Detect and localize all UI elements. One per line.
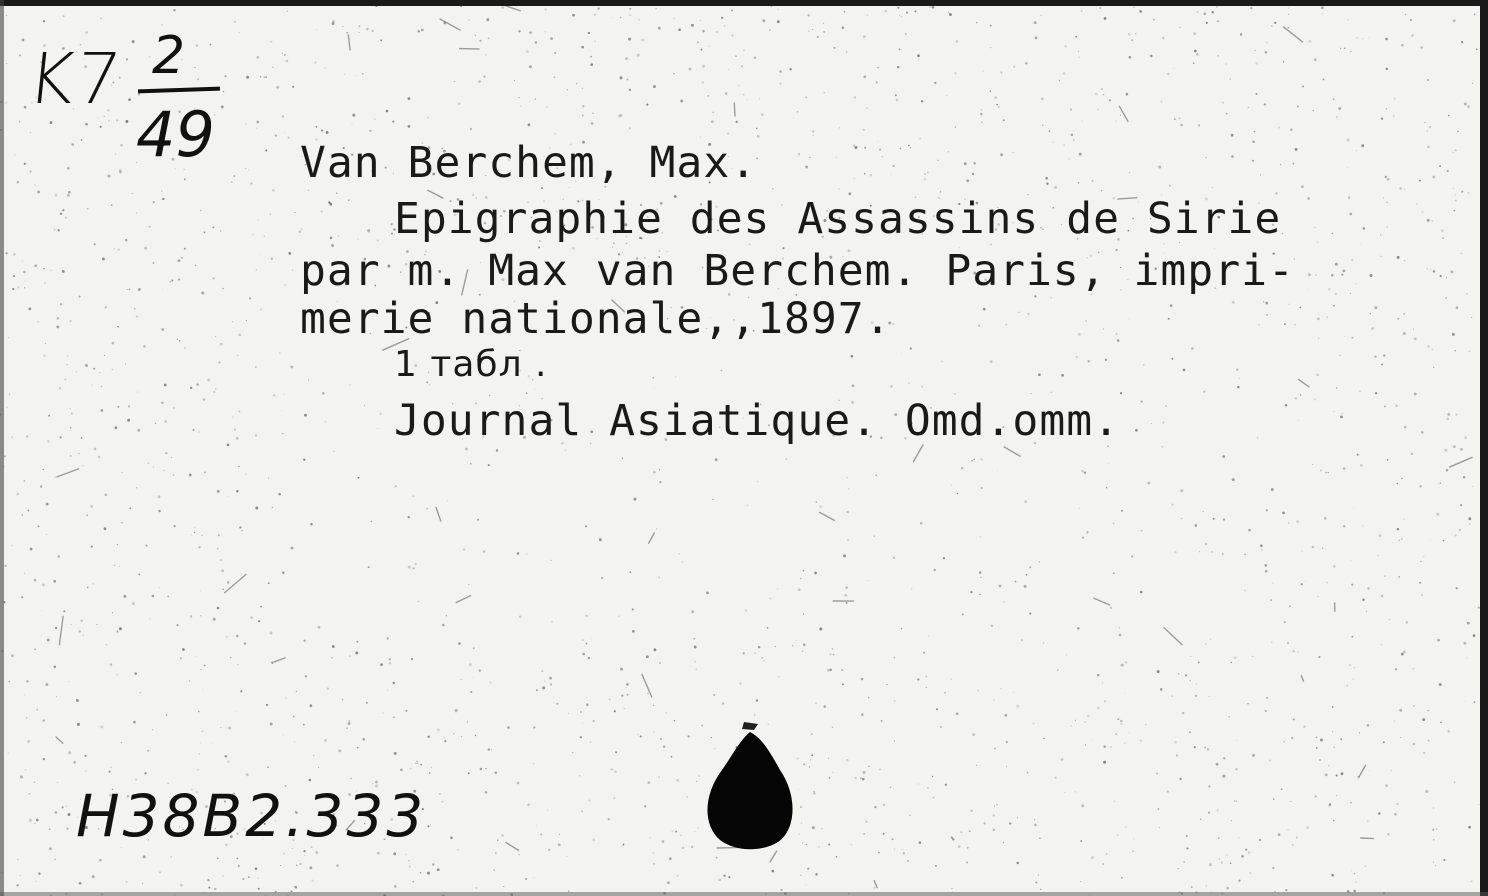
author-heading: Van Berchem, Max. (300, 138, 758, 188)
shelf-mark-numerator: 2 (152, 26, 186, 86)
title-line-3: merie nationale,,1897. (300, 294, 892, 344)
title-line-2: par m. Max van Berchem. Paris, impri- (300, 246, 1295, 296)
inventory-number: H38B2.333 (76, 782, 427, 850)
collation-note: 1 табл . (394, 344, 548, 385)
title-line-1: Epigraphie des Assassins de Sirie (394, 194, 1282, 244)
shelf-mark-prefix: K7 (23, 38, 127, 120)
card-edge-right (1480, 0, 1488, 896)
series-note: Journal Asiatique. Omd.omm. (394, 396, 1120, 446)
card-edge-left (0, 0, 4, 896)
card-edge-bottom (0, 892, 1488, 896)
punch-hole (700, 718, 800, 858)
card-edge-top (0, 0, 1488, 6)
shelf-mark-denominator: 49 (136, 98, 215, 171)
